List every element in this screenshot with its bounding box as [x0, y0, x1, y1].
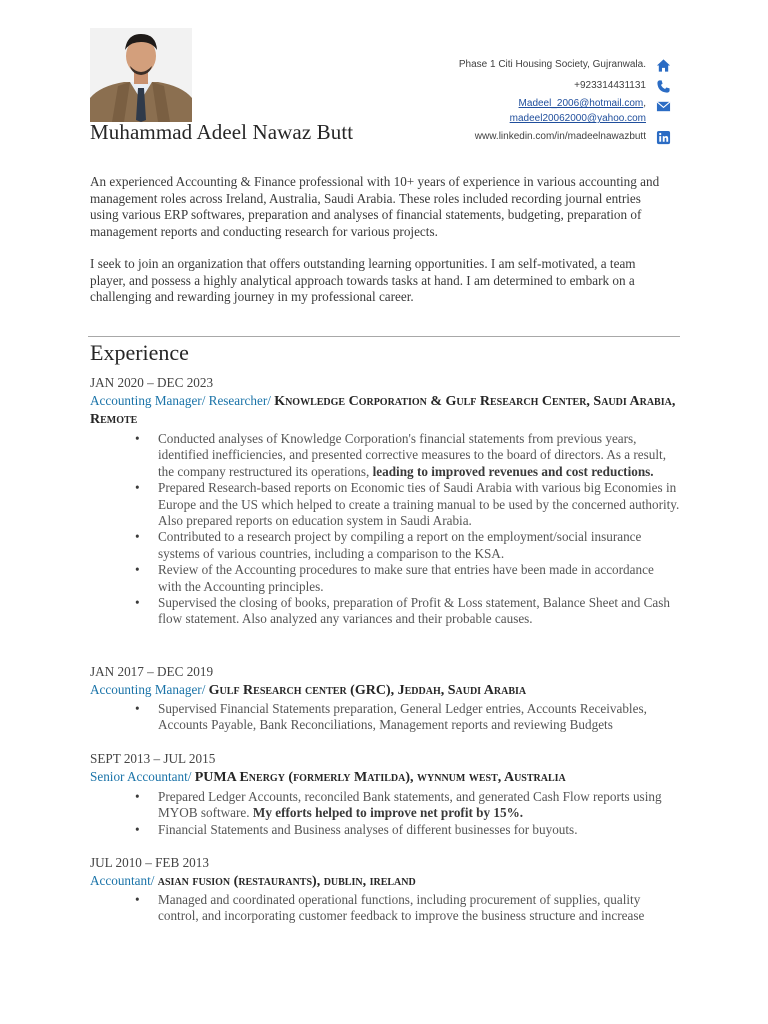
job-role [90, 768, 680, 786]
job-bullets [90, 892, 680, 925]
candidate-name: Muhammad Adeel Nawaz Butt [90, 120, 354, 144]
summary-paragraph-1: An experienced Accounting & Finance professional with 10+ years of experience in various accounting and management roles across Ireland, Australia, Saudi Arabia. These roles included recording journal entries using various ERP softwares, preparation and analyses of financial statements, budgeting, preparation of management reports and conducting research for various projects. [90, 174, 660, 239]
job-role [90, 392, 680, 428]
linkedin-text[interactable]: www.linkedin.com/in/madeelnawazbutt [474, 131, 646, 142]
list-item: • Supervised the closing of books, preparation of Profit & Loss statement, Balance Sheet and Cash flow statement. Also analyzed any variances and their probable causes. [90, 595, 680, 628]
job-bullets [90, 431, 680, 628]
job-title: Senior Accountant/ [90, 769, 192, 784]
phone-icon [656, 79, 671, 94]
job-bullets [90, 701, 680, 734]
job-date: JUL 2010 – FEB 2013 [90, 855, 209, 870]
summary-paragraph-2: I seek to join an organization that offers outstanding learning opportunities. I am self-motivated, a team player, and possess a highly analytical approach towards tasks at hand. I am determined to embark on a challenging and rewarding journey in my professional career. [90, 256, 636, 304]
section-divider [88, 336, 680, 337]
person-avatar [90, 28, 192, 122]
home-icon [656, 58, 671, 73]
job-title: Accounting Manager/ [90, 682, 206, 697]
job-organization: PUMA Energy (formerly Matilda), wynnum west, Australia [194, 770, 566, 785]
email-link-hotmail[interactable]: Madeel_2006@hotmail.com [518, 98, 644, 109]
profile-photo [90, 28, 192, 122]
linkedin-icon [656, 130, 671, 145]
mail-icon [656, 99, 671, 114]
list-item: • Financial Statements and Business analyses of different businesses for buyouts. [90, 822, 680, 838]
job-title: Accountant/ [90, 873, 155, 888]
job-bullets [90, 789, 680, 838]
email-link-yahoo[interactable]: madeel20062000@yahoo.com [509, 113, 646, 124]
phone-text: +923314431131 [574, 80, 646, 91]
list-item: • Supervised Financial Statements preparation, General Ledger entries, Accounts Receivables, Accounts Payable, Bank Reconciliations, Management reports and reviewing Budgets [90, 701, 680, 734]
job-date: JAN 2017 – DEC 2019 [90, 664, 214, 679]
job-date: JAN 2020 – DEC 2023 [90, 375, 214, 390]
email-separator: , [643, 98, 646, 109]
list-item: • Conducted analyses of Knowledge Corporation's financial statements from previous years, identified inefficiencies, and presented corrective measures to the board of directors. As a result, the company restructured its operations, leading to improved revenues and cost reductions. [90, 431, 680, 480]
address-text: Phase 1 Citi Housing Society, Gujranwala. [458, 59, 646, 70]
job-organization: asian fusion (restaurants), dublin, ireland [157, 874, 416, 889]
job-title: Accounting Manager/ Researcher/ [90, 393, 271, 408]
job-role [90, 681, 680, 699]
list-item: • Prepared Research-based reports on Economic ties of Saudi Arabia with various big Economies in Europe and the US which helped to create a training manual to be used by the concerned authority. Also prepared reports on education system in Saudi Arabia. [90, 480, 680, 529]
job-organization: Gulf Research center (GRC), Jeddah, Saudi Arabia [208, 683, 527, 698]
experience-heading: Experience [90, 340, 189, 365]
email-line-1 [519, 98, 646, 109]
list-item: • Managed and coordinated operational functions, including procurement of supplies, quality control, and incorporating customer feedback to improve the business structure and increase [90, 892, 680, 925]
list-item: • Contributed to a research project by compiling a report on the employment/social insurance systems of various countries, including a comparison to the KSA. [90, 529, 680, 562]
highlight-text: leading to improved revenues and cost reductions. [372, 463, 654, 479]
job-date: SEPT 2013 – JUL 2015 [90, 751, 216, 766]
email-line-2 [510, 113, 646, 124]
list-item: • Review of the Accounting procedures to make sure that entries have been made in accordance with the Accounting principles. [90, 562, 680, 595]
job-organization: Knowledge Corporation & Gulf Research Center, Saudi Arabia, Remote [90, 394, 676, 427]
job-role [90, 872, 680, 890]
list-item: • Prepared Ledger Accounts, reconciled Bank statements, and generated Cash Flow reports using MYOB software. My efforts helped to improve net profit by 15%. [90, 789, 680, 822]
highlight-text: My efforts helped to improve net profit by 15%. [252, 805, 524, 821]
